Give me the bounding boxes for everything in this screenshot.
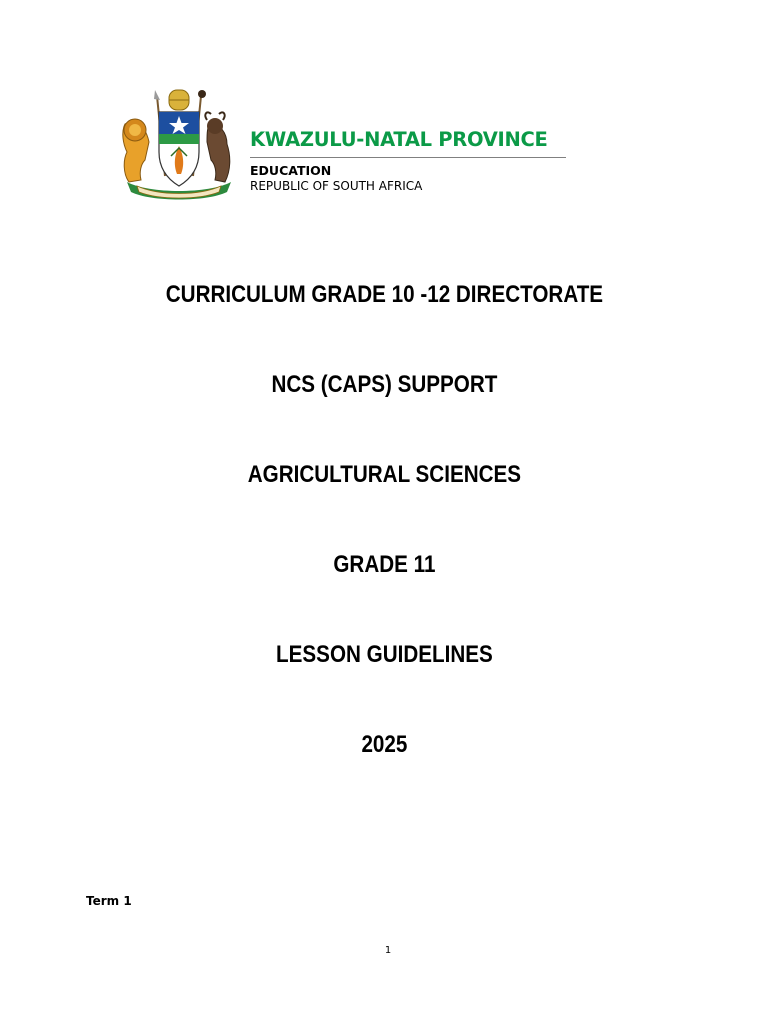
directorate-heading: CURRICULUM GRADE 10 -12 DIRECTORATE: [165, 281, 604, 308]
year-heading: 2025: [361, 731, 408, 758]
coat-of-arms-icon: [119, 86, 239, 208]
document-type-heading: LESSON GUIDELINES: [276, 641, 493, 668]
province-name: KWAZULU-NATAL PROVINCE: [250, 128, 548, 151]
grade-heading: GRADE 11: [333, 551, 436, 578]
page-number: 1: [384, 945, 392, 956]
provincial-logo: [119, 86, 566, 210]
department-name: EDUCATION: [250, 163, 332, 178]
country-name: REPUBLIC OF SOUTH AFRICA: [250, 179, 423, 193]
term-label: Term 1: [86, 894, 132, 908]
support-heading: NCS (CAPS) SUPPORT: [271, 371, 498, 398]
subject-heading: AGRICULTURAL SCIENCES: [247, 461, 522, 488]
header-divider: [250, 157, 566, 158]
